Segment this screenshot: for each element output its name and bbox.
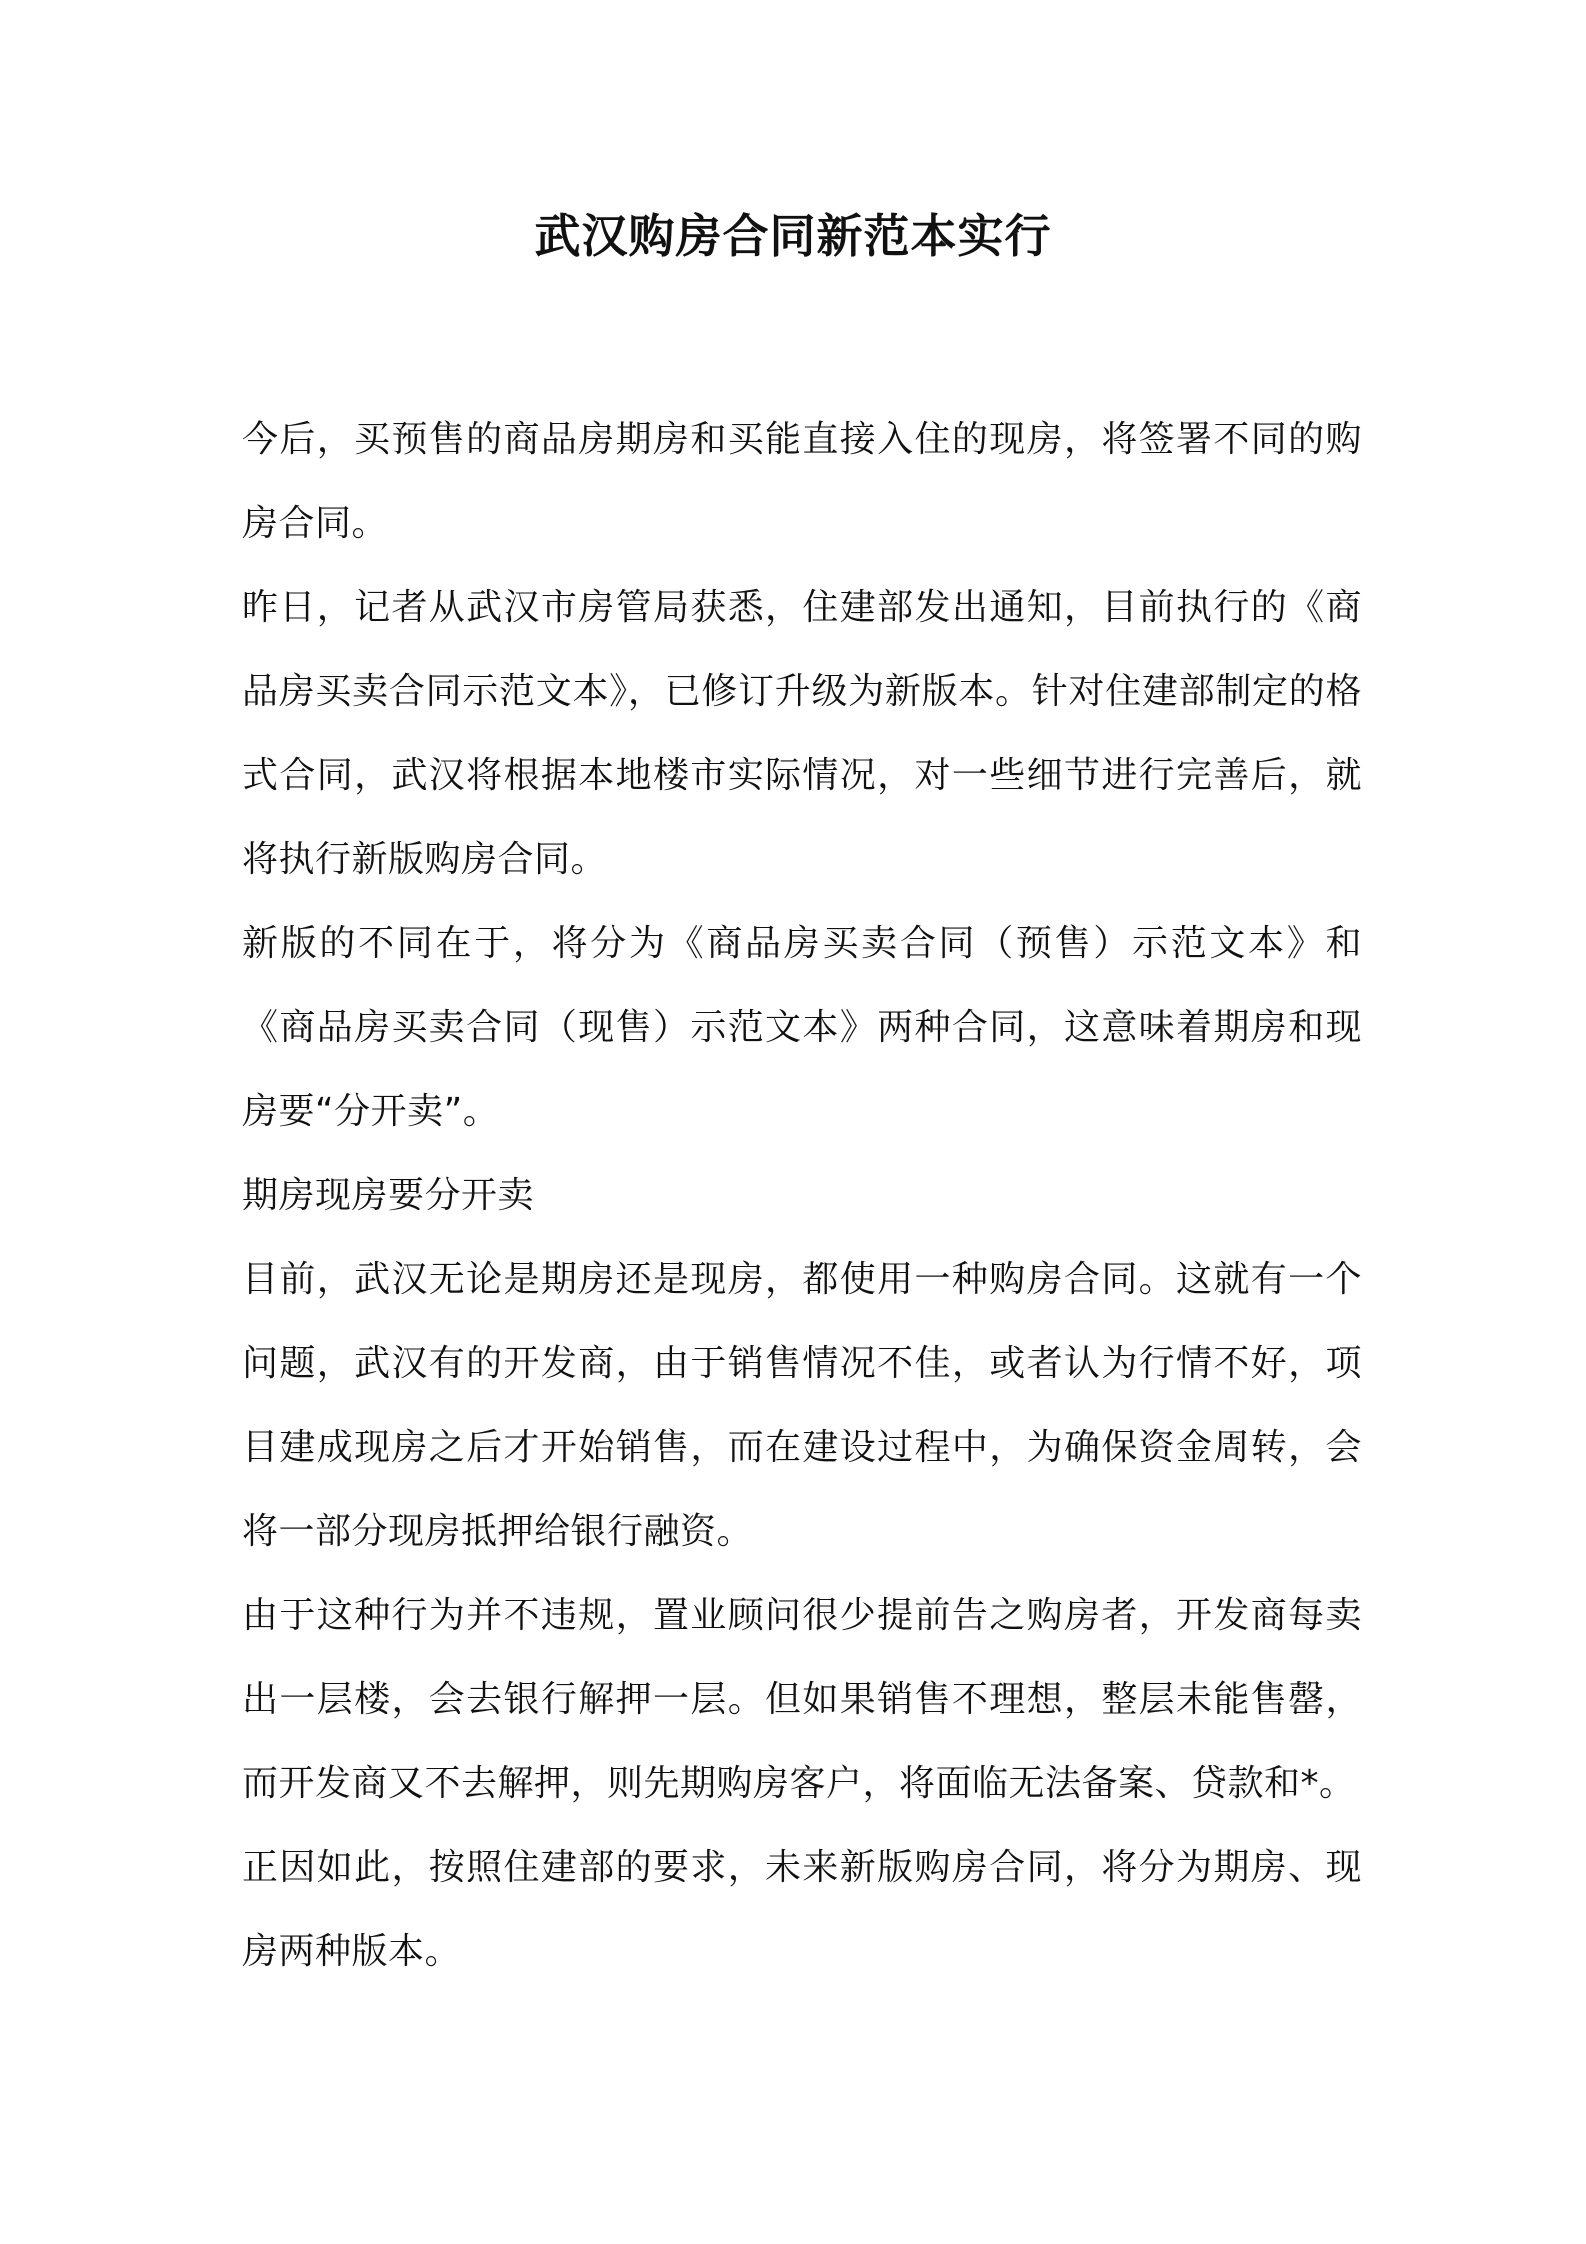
paragraph: 由于这种行为并不违规，置业顾问很少提前告之购房者，开发商每卖出一层楼，会去银行解押一层。但如果销售不理想，整层未能售罄，而开发商又不去解押，则先期购房客户，将面临无法备案、贷款和*。 bbox=[242, 1595, 1362, 1804]
document-title: 武汉购房合同新范本实行 bbox=[534, 209, 1052, 263]
paragraph: 新版的不同在于，将分为《商品房买卖合同（预售）示范文本》和《商品房买卖合同（现售）示范文本》两种合同，这意味着期房和现房要“分开卖”。 bbox=[242, 923, 1362, 1132]
section-heading: 期房现房要分开卖 bbox=[242, 1175, 535, 1216]
paragraph: 正因如此，按照住建部的要求，未来新版购房合同，将分为期房、现房两种版本。 bbox=[242, 1847, 1362, 1972]
paragraph: 昨日，记者从武汉市房管局获悉，住建部发出通知，目前执行的《商品房买卖合同示范文本》，已修订升级为新版本。针对住建部制定的格式合同，武汉将根据本地楼市实际情况，对一些细节进行完善后，就将执行新版购房合同。 bbox=[242, 587, 1362, 880]
paragraph: 目前，武汉无论是期房还是现房，都使用一种购房合同。这就有一个问题，武汉有的开发商，由于销售情况不佳，或者认为行情不好，项目建成现房之后才开始销售，而在建设过程中，为确保资金周转，会将一部分现房抵押给银行融资。 bbox=[242, 1259, 1362, 1552]
paragraph: 今后，买预售的商品房期房和买能直接入住的现房，将签署不同的购房合同。 bbox=[242, 419, 1362, 544]
document-body bbox=[242, 398, 1362, 1994]
